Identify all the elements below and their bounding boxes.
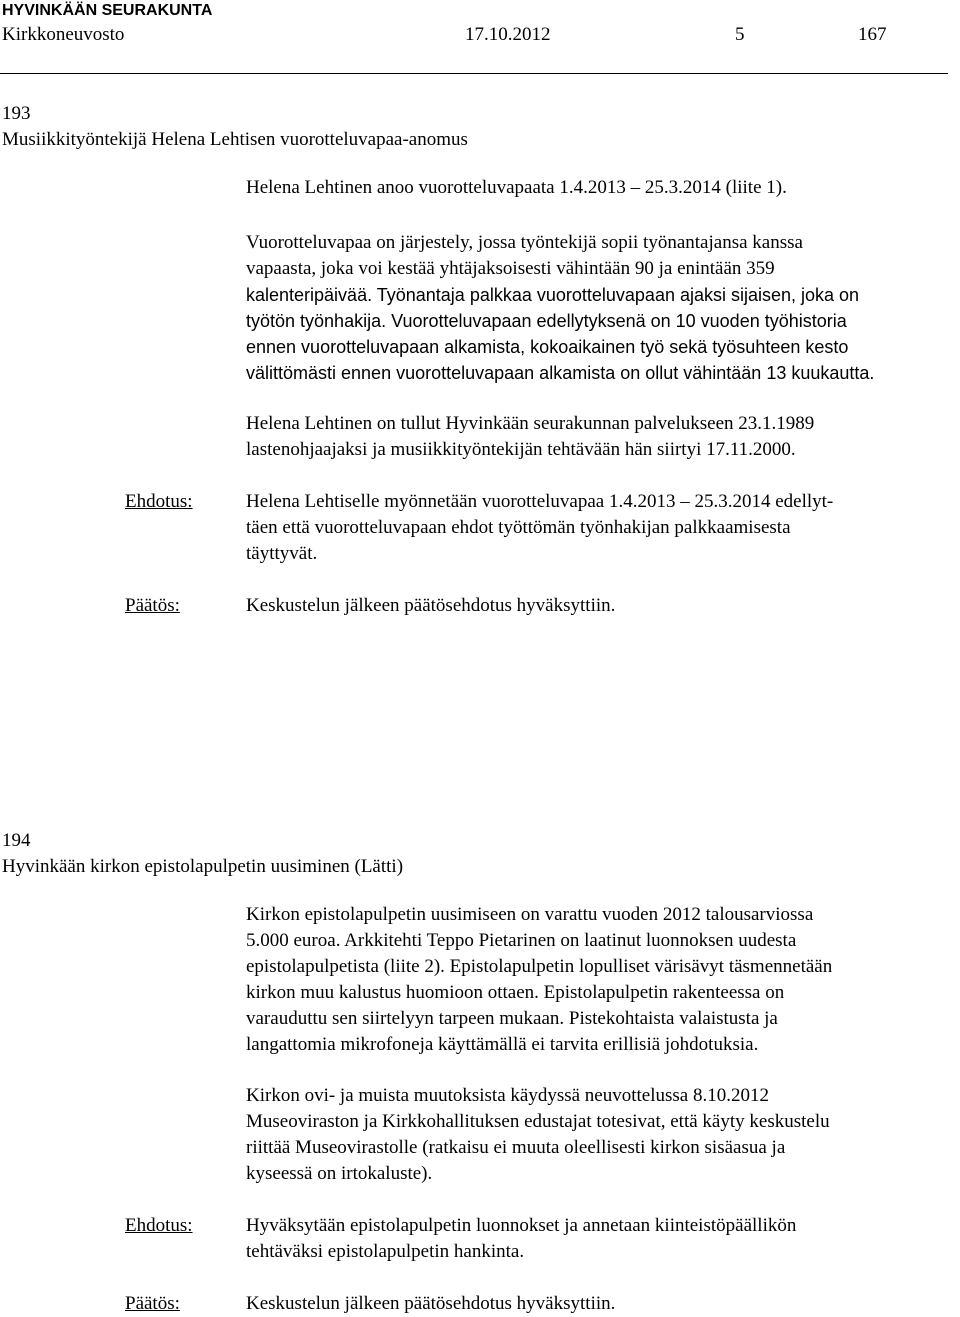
paragraph-line: Museoviraston ja Kirkkohallituksen edustajat totesivat, että käyty keskustelu: [246, 1111, 830, 1132]
decision-line: Keskustelun jälkeen päätösehdotus hyväksyttiin.: [246, 1293, 616, 1314]
proposal-line: täyttyvät.: [246, 543, 318, 564]
header-divider: [0, 73, 948, 74]
item-title: Musiikkityöntekijä Helena Lehtisen vuorotteluvapaa-anomus: [2, 129, 468, 150]
item-number: 194: [2, 830, 31, 851]
decision-line: Keskustelun jälkeen päätösehdotus hyväksyttiin.: [246, 595, 616, 616]
paragraph-fragment: työtön työnhakija.: [246, 311, 387, 331]
item-paragraph: [246, 902, 951, 1058]
item-paragraph: [246, 1083, 951, 1187]
paragraph-line: kirkon muu kalustus huomioon ottaen. Epistolapulpetin rakenteessa on: [246, 982, 785, 1003]
paragraph-fragment: Vuorotteluvapaan edellytyksenä on 10 vuoden työhistoria: [391, 311, 847, 331]
item-intro: [246, 175, 951, 201]
paragraph-line: välittömästi ennen vuorotteluvapaan alkamista on ollut vähintään 13 kuukautta.: [246, 363, 875, 383]
paragraph-line: 5.000 euroa. Arkkitehti Teppo Pietarinen on laatinut luonnoksen uudesta: [246, 930, 797, 951]
item-paragraph: [246, 230, 951, 386]
paragraph-line: vapaasta, joka voi kestää yhtäjaksoisesti vähintään 90 ja enintään 359: [246, 258, 775, 279]
meeting-date: 17.10.2012: [465, 24, 551, 45]
paragraph-line: epistolapulpetista (liite 2). Epistolapulpetin lopulliset värisävyt täsmennetään: [246, 956, 833, 977]
decision-label: Päätös:: [125, 1293, 180, 1314]
page-number: 5: [735, 24, 745, 45]
paragraph-line: kalenteripäivää. Työnantaja palkkaa vuorotteluvapaan ajaksi sijaisen, joka on: [246, 285, 860, 305]
decision-text: [246, 1291, 951, 1317]
proposal-text: [246, 1213, 951, 1265]
decision-text: [246, 593, 951, 619]
paragraph-line: Kirkon epistolapulpetin uusimiseen on varattu vuoden 2012 talousarviossa: [246, 904, 814, 925]
paragraph-line: riittää Museovirastolle (ratkaisu ei muuta oleellisesti kirkon sisäasua ja: [246, 1137, 786, 1158]
paragraph-line: Kirkon ovi- ja muista muutoksista käydyssä neuvottelussa 8.10.2012: [246, 1085, 769, 1106]
paragraph-line: varauduttu sen siirtelyyn tarpeen mukaan. Pistekohtaista valaistusta ja: [246, 1008, 778, 1029]
paragraph-line: kyseessä on irtokaluste).: [246, 1163, 433, 1184]
item-paragraph: [246, 411, 951, 463]
proposal-label: Ehdotus:: [125, 1215, 193, 1236]
body-name: Kirkkoneuvosto: [2, 24, 125, 45]
paragraph-line: [246, 308, 951, 334]
proposal-label: Ehdotus:: [125, 491, 193, 512]
paragraph-line: Helena Lehtinen on tullut Hyvinkään seurakunnan palvelukseen 23.1.1989: [246, 413, 815, 434]
organization-name: HYVINKÄÄN SEURAKUNTA: [2, 2, 213, 19]
proposal-text: [246, 489, 951, 567]
paragraph-line: Vuorotteluvapaa on järjestely, jossa työntekijä sopii työnantajansa kanssa: [246, 232, 803, 253]
paragraph-line: lastenohjaajaksi ja musiikkityöntekijän tehtävään hän siirtyi 17.11.2000.: [246, 439, 796, 460]
item-number: 193: [2, 103, 31, 124]
paragraph-line: langattomia mikrofoneja käyttämällä ei tarvita erillisiä johdotuksia.: [246, 1034, 759, 1055]
page-total: 167: [858, 24, 887, 45]
proposal-line: täen että vuorotteluvapaan ehdot työttömän työnhakijan palkkaamisesta: [246, 517, 791, 538]
paragraph-line: ennen vuorotteluvapaan alkamista, kokoaikainen työ sekä työsuhteen kesto: [246, 337, 849, 357]
decision-label: Päätös:: [125, 595, 180, 616]
intro-line: Helena Lehtinen anoo vuorotteluvapaata 1.4.2013 – 25.3.2014 (liite 1).: [246, 177, 787, 198]
proposal-line: Hyväksytään epistolapulpetin luonnokset ja annetaan kiinteistöpäällikön: [246, 1215, 797, 1236]
proposal-line: tehtäväksi epistolapulpetin hankinta.: [246, 1241, 525, 1262]
proposal-line: Helena Lehtiselle myönnetään vuorotteluvapaa 1.4.2013 – 25.3.2014 edellyt-: [246, 491, 834, 512]
item-title: Hyvinkään kirkon epistolapulpetin uusiminen (Lätti): [2, 856, 404, 877]
